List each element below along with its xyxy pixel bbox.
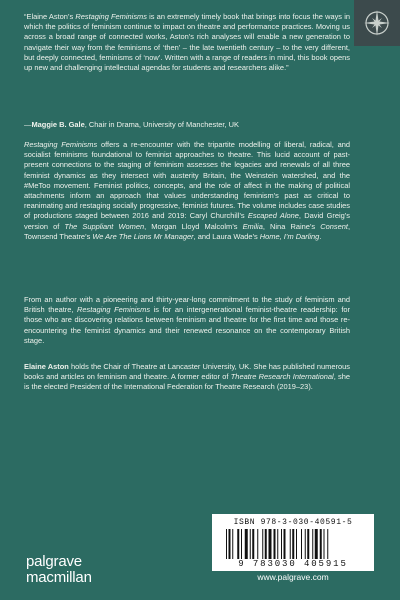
readership-paragraph — [24, 295, 350, 346]
readership-book-title: Restaging Feminisms — [77, 305, 151, 315]
quote-book-title: Restaging Feminisms — [75, 12, 147, 21]
book-blurb — [24, 140, 350, 242]
quote-text-rest: is an extremely timely book that brings into focus the ways in which the politics of feminism continue to impact on theatre and performance practices. Moving us across a broad range of connected works, Aston’s rich analyses will enable a new generation to navigate their way from the feminisms of ‘then’ – the late twentieth century – to the very different, but deeply connected, feminisms of ‘now’. Written with a range of readers in mind, this book opens up new and challenging intellectual agendas for students and researchers alike.” — [24, 12, 350, 73]
corner-badge — [354, 0, 400, 46]
play-title: Consent — [320, 221, 348, 231]
author-name: Elaine Aston — [24, 362, 69, 371]
publisher-logo — [26, 554, 92, 586]
play-title: Emilia — [242, 221, 263, 231]
bio-text: , she is the elected President of the International Federation for Theatre Research (2019–23). — [24, 372, 351, 392]
barcode-box — [212, 514, 374, 584]
readership-text: is for an intergenerational feminist-theatre readership: for those who are discovering relations between feminism and theatre for the first time and those re-encountering the feminist dynamics and their renewed resonance on the contemporary British stage. — [24, 305, 350, 345]
blurb-text: , and Laura Wade’s — [193, 231, 260, 241]
play-title: Escaped Alone — [247, 211, 299, 221]
blurb-text: , Nina Raine’s — [262, 221, 321, 231]
publisher-line-2: macmillan — [26, 569, 92, 586]
isbn-number: ISBN 978-3-030-40591-5 — [233, 518, 353, 527]
attribution-name: Maggie B. Gale — [31, 120, 85, 129]
attribution-role: , Chair in Drama, University of Manchester, UK — [84, 120, 239, 129]
author-bio — [24, 362, 350, 393]
publisher-website[interactable]: www.palgrave.com — [212, 571, 374, 584]
bio-text: holds the Chair of Theatre at Lancaster University, UK. She has published numerous books and articles on feminism and theatre. A former editor of — [24, 362, 350, 382]
play-title: We Are The Lions Mr Manager — [92, 231, 194, 241]
quote-attribution — [24, 120, 350, 130]
blurb-text: , Townsend Theatre’s — [24, 221, 351, 241]
blurb-text: , Morgan Lloyd Malcolm’s — [144, 221, 243, 231]
blurb-text: , David Greig’s version of — [24, 211, 350, 231]
play-title: Home, I’m Darling — [259, 231, 320, 241]
blurb-text: offers a re-encounter with the tripartite modelling of liberal, radical, and socialist feminisms foundational to feminist approaches to theatre. This lucid account of past-present connections to the staging of feminism assesses the legacies and renewals of all three feminist dynamics as they intersect with austerity Britain, the Weinstein watershed, and the #MeToo movement. Feminist politics, concepts, and the role of affect in the making of political attachments inform an approach that values understanding feminism’s past as critical to reanimating and restaging socially progressive, feminist futures. The volume includes case studies of productions staged between 2016 and 2019: Caryl Churchill’s — [24, 140, 350, 221]
blurb-text: . — [319, 231, 322, 241]
blurb-book-title: Restaging Feminisms — [24, 140, 98, 149]
attribution-dash: — — [24, 120, 32, 129]
quote-text: “Elaine Aston’s — [24, 12, 76, 21]
readership-text: From an author with a pioneering and thirty-year-long commitment to the study of feminism and British theatre, — [24, 295, 350, 315]
play-title: The Suppliant Women — [64, 221, 145, 231]
springer-compass-star-icon — [362, 8, 392, 38]
ean-digits: 9 783030 405915 — [238, 559, 348, 569]
review-quote — [24, 12, 350, 73]
publisher-line-1: palgrave — [26, 553, 82, 570]
journal-title: Theatre Research International — [230, 372, 334, 382]
